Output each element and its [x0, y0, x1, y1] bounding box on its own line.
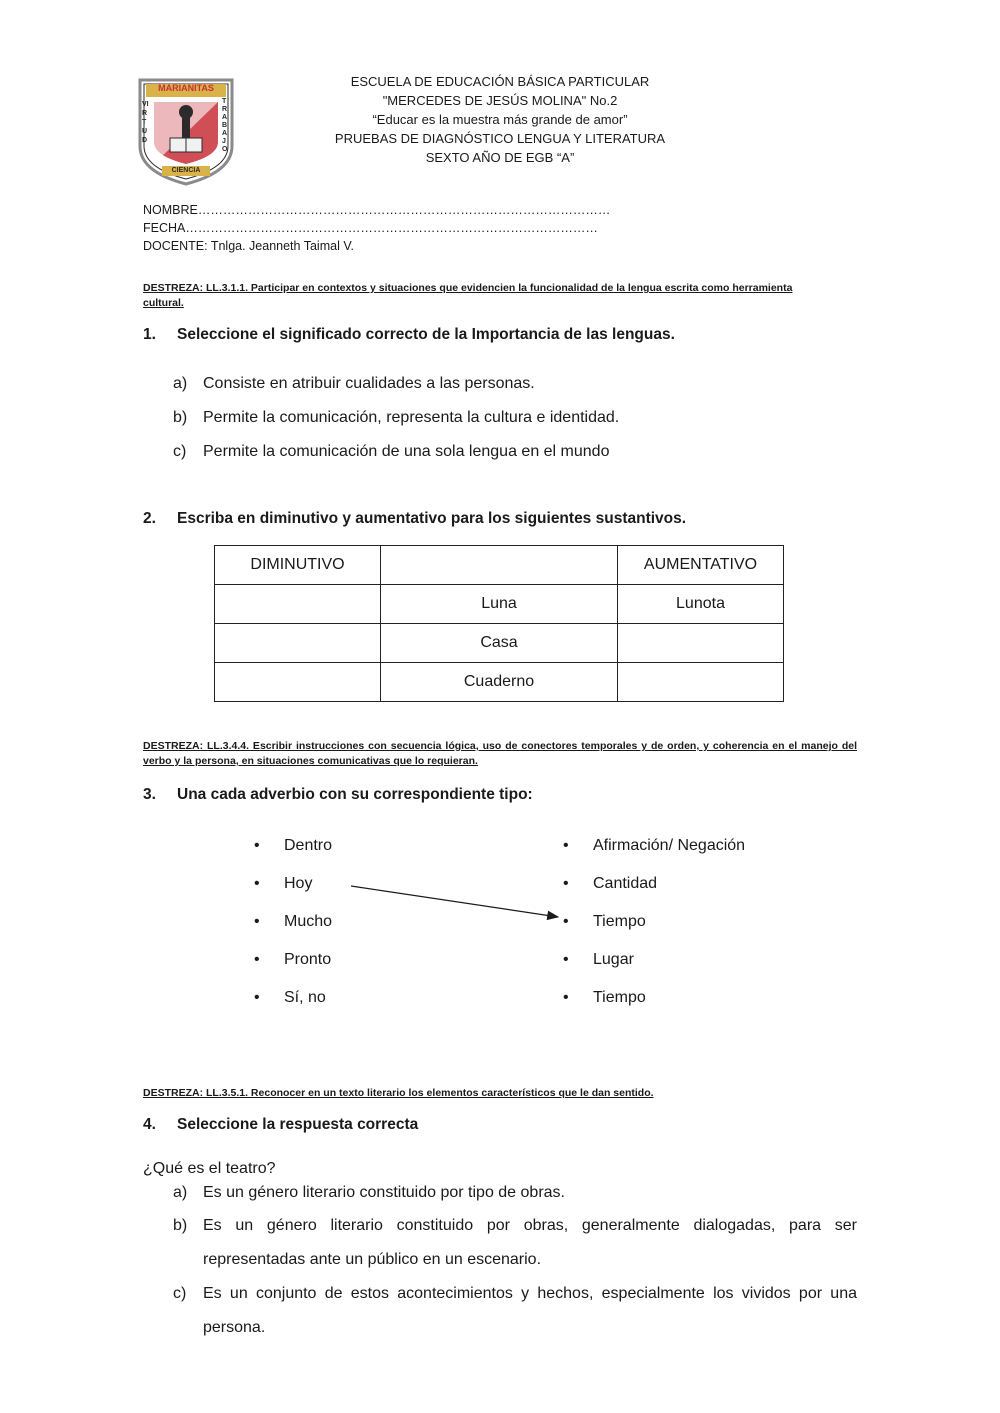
question-4-number: 4.	[143, 1116, 156, 1133]
logo-left-text: VIRTUD	[142, 101, 149, 144]
adverb-type-label: Cantidad	[593, 875, 658, 892]
bullet-icon: •	[563, 951, 569, 968]
destreza-2: DESTREZA: LL.3.4.4. Escribir instrucciones con secuencia lógica, uso de conectores temporales y de orden, y coherencia en el manejo del verbo y la persona, en situaciones comunicativas que lo requieran.	[143, 740, 857, 767]
bullet-icon: •	[254, 913, 260, 930]
exam-title: PRUEBAS DE DIAGNÓSTICO LENGUA Y LITERATURA	[334, 131, 666, 146]
bullet-icon: •	[563, 875, 569, 892]
adverb-type-label: Tiempo	[593, 989, 646, 1006]
option-letter: a)	[173, 375, 188, 392]
question-2-number: 2.	[143, 510, 156, 527]
option-letter: b)	[173, 409, 188, 426]
logo-bottom-text: CIENCIA	[171, 167, 201, 174]
date-field[interactable]: FECHA………………………………………………………………………………………	[143, 221, 598, 235]
adverb-label: Pronto	[284, 951, 332, 968]
question-4-title	[143, 1116, 418, 1134]
question-3-text: Una cada adverbio con su correspondiente tipo:	[177, 786, 533, 803]
option-text: Consiste en atribuir cualidades a las personas.	[203, 375, 535, 392]
q4-option-c[interactable]: Es un conjunto de estos acontecimientos y hechos, especialmente los vividos por una persona.	[203, 1285, 857, 1336]
option-text: Permite la comunicación de una sola lengua en el mundo	[203, 443, 610, 460]
noun-cell: Cuaderno	[381, 663, 618, 702]
school-name: "MERCEDES DE JESÚS MOLINA" No.2	[382, 93, 618, 108]
header-diminutivo: DIMINUTIVO	[215, 546, 381, 585]
adverb-label: Sí, no	[284, 989, 326, 1006]
logo-right-text: TRABAJO	[222, 98, 228, 153]
header-aumentativo: AUMENTATIVO	[618, 546, 784, 585]
bullet-icon: •	[254, 837, 260, 854]
q4-option-b[interactable]: Es un género literario constituido por obras, generalmente dialogadas, para ser representadas ante un público en un escenario.	[203, 1217, 857, 1268]
question-3-number: 3.	[143, 786, 156, 803]
destreza-1: DESTREZA: LL.3.1.1. Participar en contextos y situaciones que evidencien la funcionalidad de la lengua escrita como herramienta cultural.	[143, 282, 793, 309]
option-letter: c)	[173, 443, 187, 460]
option-letter: a)	[173, 1184, 188, 1201]
bullet-icon: •	[563, 913, 569, 930]
bullet-icon: •	[563, 989, 569, 1006]
name-field[interactable]: NOMBRE………………………………………………………………………………………	[143, 203, 611, 217]
question-4-prompt: ¿Qué es el teatro?	[143, 1160, 276, 1177]
q4-option-a[interactable]	[173, 1184, 565, 1202]
destreza-3: DESTREZA: LL.3.5.1. Reconocer en un texto literario los elementos característicos que le dan sentido.	[143, 1087, 654, 1099]
school-motto: “Educar es la muestra más grande de amor”	[372, 112, 628, 127]
bullet-icon: •	[563, 837, 569, 854]
question-4-text: Seleccione la respuesta correcta	[177, 1116, 419, 1133]
school-type: ESCUELA DE EDUCACIÓN BÁSICA PARTICULAR	[350, 74, 650, 89]
question-1-number: 1.	[143, 326, 156, 343]
question-2-text: Escriba en diminutivo y aumentativo para los siguientes sustantivos.	[177, 510, 687, 527]
q4-option-b-letter: b)	[173, 1217, 188, 1234]
adverb-label: Dentro	[284, 837, 333, 854]
bullet-icon: •	[254, 875, 260, 892]
teacher-label: DOCENTE: Tnlga. Jeanneth Taimal V.	[143, 239, 354, 253]
noun-cell: Luna	[381, 585, 618, 624]
logo-top-text: MARIANITAS	[158, 83, 214, 93]
adverb-label: Hoy	[284, 875, 313, 892]
adverb-type-label: Afirmación/ Negación	[593, 837, 746, 854]
bullet-icon: •	[254, 989, 260, 1006]
grade-label: SEXTO AÑO DE EGB “A”	[425, 150, 575, 165]
adverb-label: Mucho	[284, 913, 333, 930]
option-text: Permite la comunicación, representa la cultura e identidad.	[203, 409, 620, 426]
option-text: Es un género literario constituido por tipo de obras.	[203, 1184, 565, 1201]
noun-cell: Casa	[381, 624, 618, 663]
q4-option-c-letter: c)	[173, 1285, 187, 1302]
augmentative-cell[interactable]: Lunota	[618, 585, 784, 624]
bullet-icon: •	[254, 951, 260, 968]
question-1-text: Seleccione el significado correcto de la Importancia de las lenguas.	[177, 326, 675, 343]
adverb-type-label: Tiempo	[593, 913, 646, 930]
adverb-type-label: Lugar	[593, 951, 634, 968]
